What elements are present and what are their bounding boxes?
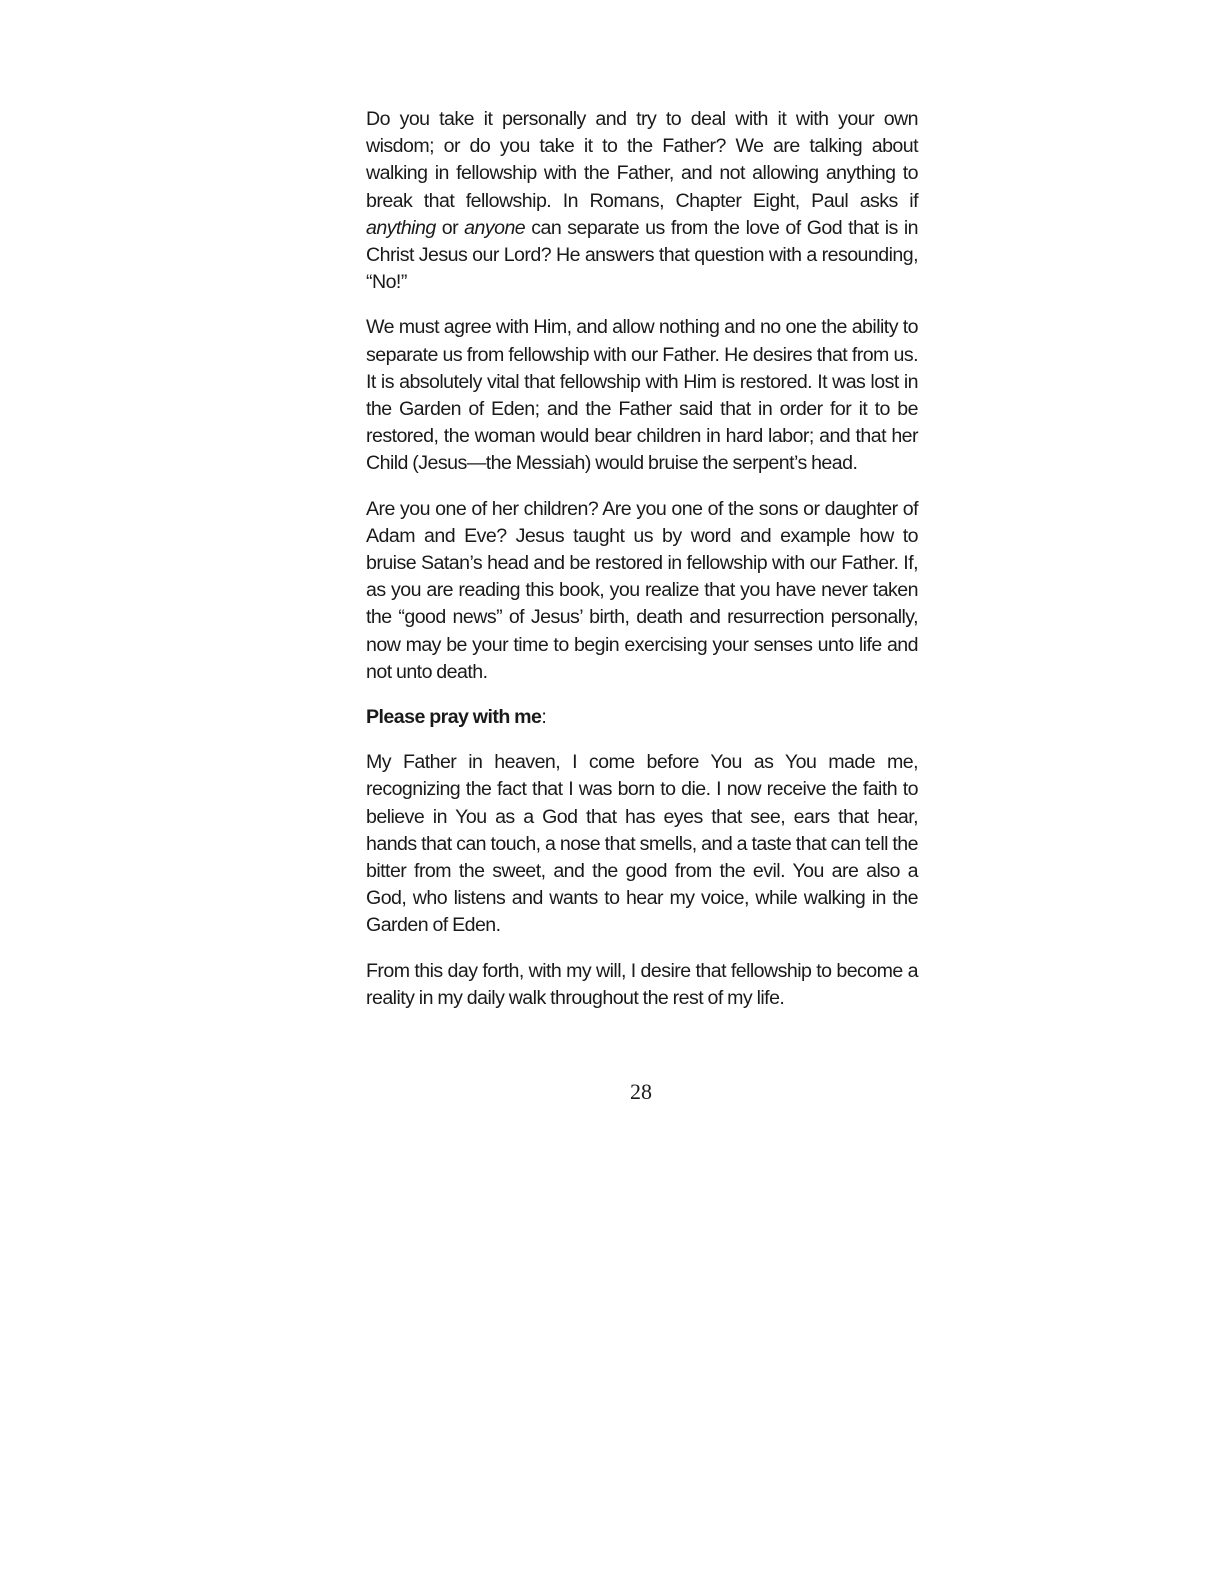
paragraph-fellowship-question bbox=[366, 106, 918, 296]
body-text-column bbox=[366, 106, 918, 1012]
emphasis-anything: anything bbox=[366, 216, 436, 239]
paragraph-1-text-start: Do you take it personally and try to deal with it with your own wisdom; or do you take it to the Father? We are talking about walking in fellowship with the Father, and not allowing anything to break that fellowship. In Romans, Chapter Eight, Paul asks if bbox=[366, 108, 918, 212]
paragraph-from-this-day: From this day forth, with my will, I desire that fellowship to become a reality in my daily walk throughout the rest of my life. bbox=[366, 959, 918, 1009]
paragraph-prayer: My Father in heaven, I come before You as You made me, recognizing the fact that I was born to die. I now receive the faith to believe in You as a God that has eyes that see, ears that hear, hands that can touch, a nose that smells, and a taste that can tell the bitter from the sweet, and the good from the evil. You are also a God, who listens and wants to hear my voice, while walking in the Garden of Eden. bbox=[366, 751, 918, 937]
paragraph-1-text-end: can separate us from the love of God that is in Christ Jesus our Lord? He answers that question with a resounding, “No!” bbox=[366, 216, 918, 294]
page-number: 28 bbox=[630, 1079, 652, 1104]
prayer-heading bbox=[366, 704, 918, 731]
emphasis-anyone: anyone bbox=[464, 216, 526, 239]
prayer-heading-colon: : bbox=[541, 706, 547, 729]
paragraph-her-children: Are you one of her children? Are you one of the sons or daughter of Adam and Eve? Jesus taught us by word and example how to bruise Satan’s head and be restored in fellowship with our Father. If, as you are reading this book, you realize that you have never taken the “good news” of Jesus’ birth, death and resurrection personally, now may be your time to begin exercising your senses unto life and not unto death. bbox=[366, 497, 918, 683]
paragraph-1-text-or: or bbox=[435, 216, 465, 239]
paragraph-agree-with-him: We must agree with Him, and allow nothing and no one the ability to separate us from fellowship with our Father. He desires that from us. It is absolutely vital that fellowship with Him is restored. It was lost in the Garden of Eden; and the Father said that in order for it to be restored, the woman would bear children in hard labor; and that her Child (Jesus—the Messiah) would bruise the serpent’s head. bbox=[366, 316, 918, 475]
prayer-heading-text: Please pray with me bbox=[366, 706, 542, 729]
